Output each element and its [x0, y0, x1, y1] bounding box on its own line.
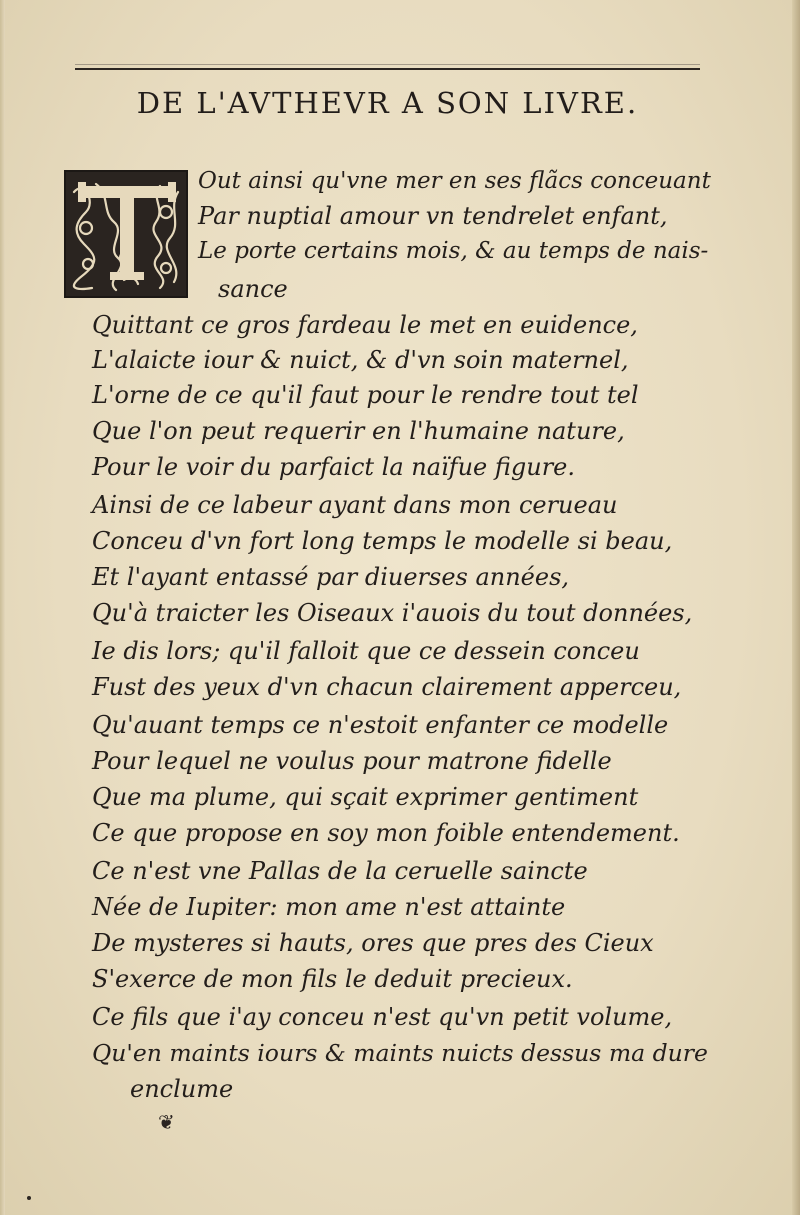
poem-line: Ce n'est vne Pallas de la ceruelle saincte — [92, 857, 588, 885]
page-heading: DE L'AVTHEVR A SON LIVRE. — [136, 86, 639, 120]
poem-line: Et l'ayant entassé par diuerses années, — [92, 563, 570, 591]
poem-line: Qu'en maints iours & maints nuicts dessus ma dure — [92, 1039, 708, 1067]
poem-line: Que l'on peut requerir en l'humaine nature, — [92, 417, 625, 445]
poem-line: Pour le voir du parfaict la naïfue figure. — [92, 453, 576, 481]
poem-line: Qu'à traicter les Oiseaux i'auois du tout données, — [92, 599, 693, 627]
poem-line: Conceu d'vn fort long temps le modelle si beau, — [92, 527, 673, 555]
poem-line: Ce que propose en soy mon foible entendement. — [92, 819, 680, 847]
poem-line: Ce fils que i'ay conceu n'est qu'vn petit volume, — [92, 1003, 673, 1031]
fleuron-icon: ❦ — [158, 1110, 175, 1134]
poem-line: Par nuptial amour vn tendrelet enfant, — [198, 202, 668, 230]
poem-line: Pour lequel ne voulus pour matrone fidelle — [92, 747, 612, 775]
poem-line: Fust des yeux d'vn chacun clairement apperceu, — [92, 673, 682, 701]
poem-line: Out ainsi qu'vne mer en ses flãcs conceuant — [198, 168, 711, 194]
poem-line: S'exerce de mon fils le deduit precieux. — [92, 965, 573, 993]
poem-line: Née de Iupiter: mon ame n'est attainte — [92, 893, 566, 921]
poem-line: Ainsi de ce labeur ayant dans mon cerueau — [92, 491, 618, 519]
poem-line: Le porte certains mois, & au temps de nais- — [198, 238, 709, 264]
poem-line: L'alaicte iour & nuict, & d'vn soin maternel, — [92, 346, 629, 374]
poem-line: sance — [218, 275, 288, 303]
poem-line: Que ma plume, qui sçait exprimer gentiment — [92, 783, 639, 811]
ink-speck — [27, 1196, 31, 1200]
poem-line: Qu'auant temps ce n'estoit enfanter ce modelle — [92, 711, 669, 739]
poem-line: enclume — [130, 1075, 234, 1103]
poem-line: L'orne de ce qu'il faut pour le rendre tout tel — [92, 381, 639, 409]
poem-line: Quittant ce gros fardeau le met en euidence, — [92, 311, 638, 339]
poem-line: Ie dis lors; qu'il falloit que ce dessein conceu — [92, 637, 640, 665]
poem-line: De mysteres si hauts, ores que pres des Cieux — [92, 929, 654, 957]
